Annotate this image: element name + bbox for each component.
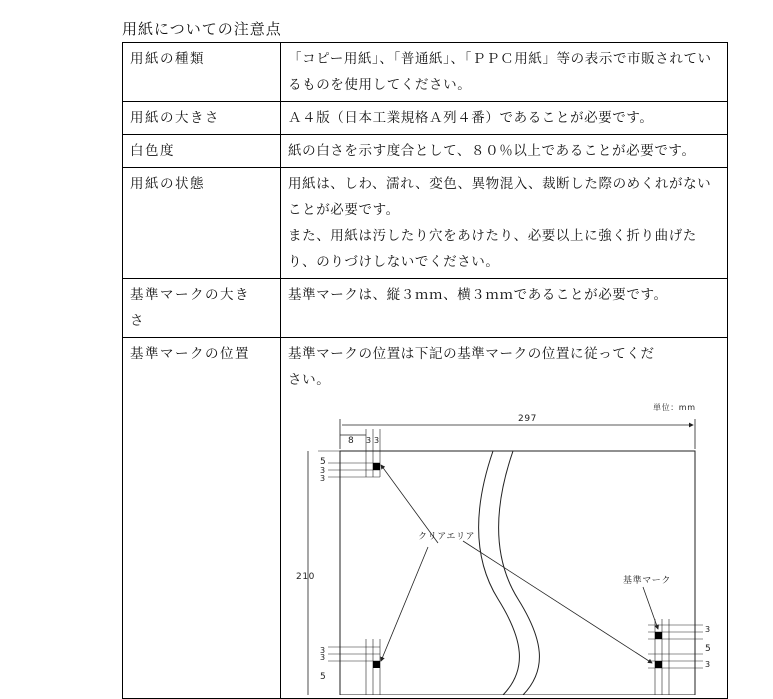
row-description (281, 102, 728, 135)
row-description (281, 135, 728, 168)
description-line: り、のりづけしないでください。 (288, 254, 500, 270)
dim-3: 3 (320, 646, 326, 655)
clear-area-label: クリアエリア (418, 532, 476, 542)
row-description (281, 338, 728, 699)
dim-5: 5 (705, 644, 712, 654)
reference-mark (373, 661, 380, 668)
dim-210: 210 (296, 572, 315, 582)
row-label: 用紙の大きさ (123, 102, 281, 135)
dim-5: 5 (320, 672, 327, 682)
row-label (123, 279, 281, 338)
reference-mark (655, 632, 662, 639)
row-label: 用紙の状態 (123, 168, 281, 279)
table-row (123, 102, 728, 135)
mark-position-diagram (288, 399, 720, 695)
unit-label: 単位：mm (653, 403, 696, 412)
row-label: 白色度 (123, 135, 281, 168)
row-label: 基準マークの位置 (123, 338, 281, 699)
label-line: さ (130, 313, 145, 329)
paper-requirements-table (122, 42, 728, 699)
description-line: 「コピー用紙」、「普通紙」、「ＰＰＣ用紙」等の表示で市販されてい (288, 51, 712, 67)
leader-line (463, 541, 652, 663)
table-row (123, 279, 728, 338)
leader-line (643, 587, 658, 629)
row-description (281, 43, 728, 102)
table-row (123, 135, 728, 168)
reference-mark-label: 基準マーク (623, 576, 672, 586)
description-line: 紙の白さを示す度合として、８０％以上であることが必要です。 (288, 143, 696, 159)
dim-3: 3 (366, 436, 372, 445)
row-description (281, 279, 728, 338)
table-row (123, 43, 728, 102)
diagram-svg (288, 399, 728, 695)
description-line: るものを使用してください。 (288, 77, 472, 93)
row-label: 用紙の種類 (123, 43, 281, 102)
dim-8: 8 (348, 436, 355, 446)
label-line: 基準マークの大き (130, 287, 250, 303)
leader-line (381, 465, 438, 543)
table-row (123, 168, 728, 279)
description-line: Ａ４版（日本工業規格Ａ列４番）であることが必要です。 (288, 110, 654, 126)
description-line: また、用紙は汚したり穴をあけたり、必要以上に強く折り曲げた (288, 228, 697, 244)
dim-3: 3 (705, 660, 711, 669)
row-description (281, 168, 728, 279)
dim-3: 3 (320, 474, 326, 483)
dim-297: 297 (518, 414, 537, 424)
reference-mark (655, 661, 662, 668)
dim-5: 5 (320, 457, 327, 467)
leader-line (381, 547, 428, 661)
section-heading: 用紙についての注意点 (122, 20, 282, 38)
reference-mark (373, 463, 380, 470)
dim-3: 3 (320, 466, 326, 475)
dim-3: 3 (320, 653, 326, 662)
table-row (123, 338, 728, 699)
dim-3: 3 (374, 436, 380, 445)
description-line: 用紙は、しわ、濡れ、変色、異物混入、裁断した際のめくれがない (288, 176, 712, 192)
description-line: ことが必要です。 (288, 202, 400, 218)
description-line: 基準マークの位置は下記の基準マークの位置に従ってくだ (288, 346, 655, 362)
description-line: 基準マークは、縦３ｍｍ、横３ｍｍであることが必要です。 (288, 287, 668, 303)
description-line: さい。 (288, 372, 331, 388)
dim-3: 3 (705, 625, 711, 634)
paper-outline (340, 451, 695, 695)
